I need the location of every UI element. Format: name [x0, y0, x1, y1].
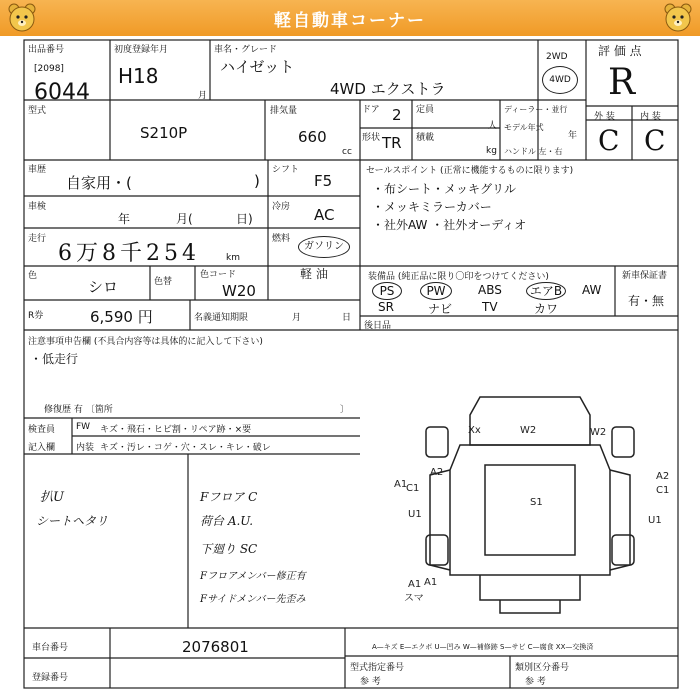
drive-4wd: 4WD	[542, 66, 578, 94]
equip-abs: ABS	[478, 283, 502, 297]
interior-items: キズ・汚レ・コゲ・穴・スレ・キレ・破レ	[100, 443, 271, 453]
model-grade-label: 車名・グレード	[214, 45, 278, 55]
model-year-label: モデル年式	[504, 123, 544, 132]
damage-legend: A—キズ E—エクボ U—凹み W—補修跡 S—サビ C—腐食 XX—交換済	[372, 643, 594, 651]
post-fit-label: 後日品	[364, 321, 392, 331]
ac-label: 冷房	[272, 202, 291, 212]
lot-number: 6044	[34, 80, 90, 105]
mileage-label: 走行	[28, 234, 47, 244]
notice-label: 名義通知期限	[194, 313, 249, 323]
equipment-label: 装備品 (純正品に限り〇印をつけてください)	[368, 272, 549, 282]
page-title: 軽自動車コーナー	[274, 11, 426, 31]
lot-sub: [2098]	[34, 64, 64, 74]
inspector-label-1: 検査員	[28, 425, 56, 435]
diagram-label: C1	[656, 485, 670, 496]
equip-navi: ナビ	[428, 302, 453, 316]
katashiki-label: 型式	[28, 106, 47, 116]
repair-history: 修復歴 有 〔箇所	[44, 405, 113, 415]
diagram-label: C1	[406, 483, 420, 494]
doors-label: ドア	[362, 105, 380, 115]
displacement-label: 排気量	[270, 106, 298, 116]
diagram-label: A1	[408, 579, 422, 590]
handle-side: ハンドル 左・右	[504, 147, 563, 156]
model-ref-label: 参 考	[360, 677, 381, 687]
handwritten-note: 扒U	[40, 490, 64, 505]
mileage-value: 6万8千254	[58, 241, 200, 266]
recycle-value: 6,590 円	[90, 308, 153, 326]
notice-day: 日	[342, 313, 352, 323]
diagram-label: A2	[430, 467, 444, 478]
notes-text: ・低走行	[30, 352, 79, 366]
shift-label: シフト	[272, 165, 300, 175]
displacement-value: 660	[298, 128, 327, 146]
model-year-unit: 年	[568, 131, 578, 141]
capacity-label: 定員	[416, 105, 435, 115]
diagram-label: A1	[424, 577, 438, 588]
grade-score-value: R	[608, 62, 636, 103]
mileage-unit: km	[226, 253, 240, 263]
equip-sr: SR	[378, 300, 394, 314]
sales-points-label: セールスポイント (正常に機能するものに限ります)	[366, 166, 574, 176]
katashiki-value: S210P	[140, 124, 188, 142]
recycle-label: R券	[28, 311, 44, 321]
color-change-label: 色替	[154, 277, 173, 287]
capacity-unit: 人	[488, 121, 498, 131]
chassis-label: 車台番号	[32, 643, 69, 653]
handwritten-note: Fフロア C	[200, 490, 258, 504]
handwritten-note: シートヘタリ	[36, 514, 109, 528]
diagram-label: U1	[648, 515, 662, 526]
diagram-label: Xx	[468, 425, 481, 436]
equip-leather: カワ	[534, 302, 559, 316]
equip-airbag: エアB	[526, 282, 566, 300]
diagram-label: U1	[408, 509, 422, 520]
int-label: 内 装	[640, 112, 661, 122]
model-name: ハイゼット	[220, 58, 295, 76]
notes-label: 注意事項申告欄 (不具合内容等は具体的に記入して下さい)	[28, 337, 263, 347]
doors-value: 2	[392, 106, 402, 124]
registration-label: 登録番号	[32, 673, 69, 683]
shape-value: TR	[382, 134, 402, 152]
new-car-warranty-value: 有・無	[628, 294, 665, 308]
new-car-warranty-label: 新車保証書	[622, 271, 668, 281]
fuel-value-2: 軽 油	[300, 267, 328, 281]
history-label: 車歴	[28, 165, 47, 175]
int-value: C	[644, 124, 666, 157]
chassis-number: 2076801	[182, 638, 249, 656]
displacement-unit: cc	[342, 147, 352, 157]
inspector-label-2: 記入欄	[28, 443, 56, 453]
fuel-value: ガソリン	[298, 236, 350, 258]
first-reg-label: 初度登録年月	[114, 45, 169, 55]
sales-point-item: ・布シート・メッキグリル	[372, 182, 517, 196]
ext-value: C	[598, 124, 620, 157]
shift-value: F5	[314, 172, 333, 190]
color-code: W20	[222, 282, 256, 300]
load-unit: kg	[486, 146, 497, 156]
diagram-label: スマ	[404, 593, 424, 604]
diagram-label: A1	[394, 479, 408, 490]
equip-pw: PW	[420, 282, 452, 300]
model-grade-value: 4WD エクストラ	[330, 80, 446, 98]
diagram-label: W2	[590, 427, 607, 438]
grade-score-label: 評 価 点	[598, 44, 642, 58]
interior-label: 内装	[76, 443, 95, 453]
fw-label: FW	[76, 422, 91, 432]
inspection-year: 年	[118, 212, 131, 226]
sales-point-item: ・メッキミラーカバー	[372, 200, 492, 214]
color-value: シロ	[88, 278, 119, 296]
diagram-label: A2	[656, 471, 670, 482]
handwritten-note: 荷台 A.U.	[200, 514, 254, 528]
model-designation-label: 型式指定番号	[350, 663, 405, 673]
class-ref-label: 参 考	[525, 677, 546, 687]
first-reg-month-unit: 月	[198, 91, 208, 101]
handwritten-note: Fフロアメンバー修正有	[200, 571, 306, 582]
fuel-label: 燃料	[272, 234, 291, 244]
vehicle-diagram	[390, 375, 690, 625]
ac-value: AC	[314, 206, 335, 224]
ext-label: 外 装	[594, 112, 615, 122]
lot-label: 出品番号	[28, 45, 65, 55]
class-label: 類別区分番号	[515, 663, 570, 673]
first-reg-era: H18	[118, 64, 159, 88]
handwritten-note: Fサイドメンバー先歪み	[200, 594, 306, 605]
history-value: 自家用・(	[66, 174, 132, 192]
repair-history-close: 〕	[340, 405, 350, 415]
equip-ps: PS	[372, 282, 402, 300]
notice-month: 月	[292, 313, 302, 323]
sales-point-item: ・社外AW ・社外オーディオ	[372, 218, 527, 232]
load-label: 積載	[416, 133, 435, 143]
color-label: 色	[28, 271, 38, 281]
inspection-day: 日)	[236, 212, 253, 226]
equip-aw: AW	[582, 283, 602, 297]
fw-items: キズ・飛石・ヒビ割・リペア跡・×要	[100, 425, 252, 435]
handwritten-note: 下廻り SC	[200, 542, 258, 556]
dealer-label: ディーラー・並行	[504, 105, 568, 114]
history-close: )	[254, 172, 260, 190]
diagram-label: W2	[520, 425, 537, 436]
inspection-month: 月(	[176, 212, 193, 226]
drive-2wd: 2WD	[546, 52, 568, 62]
shape-label: 形状	[362, 133, 381, 143]
color-code-label: 色コード	[200, 270, 237, 280]
diagram-label: S1	[530, 497, 543, 508]
inspection-label: 車検	[28, 202, 47, 212]
equip-tv: TV	[482, 300, 498, 314]
